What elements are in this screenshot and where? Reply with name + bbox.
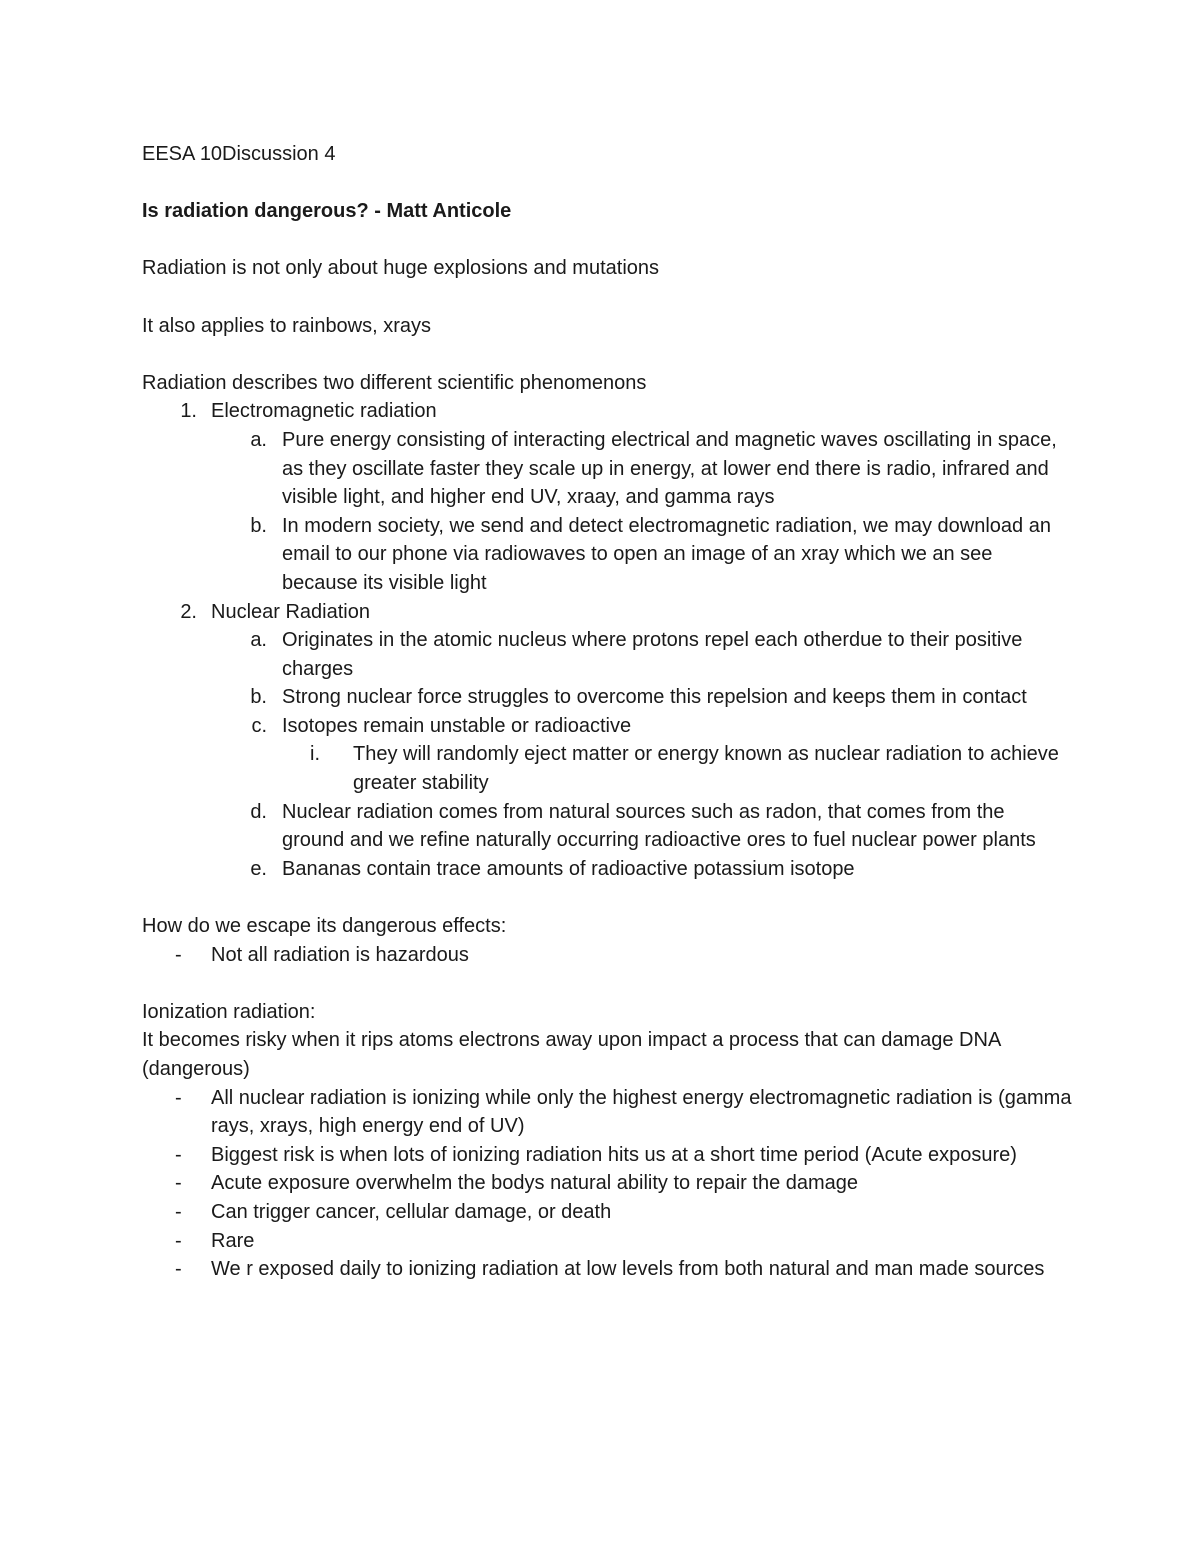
list-item-text: They will randomly eject matter or energy known as nuclear radiation to achieve greater stability bbox=[353, 743, 1059, 795]
list-item bbox=[142, 1255, 1072, 1284]
list-item bbox=[142, 1084, 1072, 1141]
dash-marker: - bbox=[175, 1172, 182, 1195]
list-item-text: Bananas contain trace amounts of radioactive potassium isotope bbox=[282, 857, 855, 880]
list-item bbox=[142, 598, 1072, 627]
list-item-text: Can trigger cancer, cellular damage, or death bbox=[211, 1200, 612, 1223]
list-item bbox=[142, 626, 1072, 683]
list-item-text: Nuclear radiation comes from natural sources such as radon, that comes from the ground and we refine naturally occurring radioactive ores to fuel nuclear power plants bbox=[282, 800, 1036, 852]
list-item-text: Strong nuclear force struggles to overcome this repelsion and keeps them in contact bbox=[282, 686, 1027, 709]
intro-line-2: It also applies to rainbows, xrays bbox=[142, 314, 432, 337]
list-item bbox=[142, 397, 1072, 426]
ionization-paragraph: It becomes risky when it rips atoms electrons away upon impact a process that can damage DNA (dangerous) bbox=[142, 1029, 1001, 1080]
section-heading-escape: How do we escape its dangerous effects: bbox=[142, 915, 507, 938]
list-marker: a. bbox=[250, 629, 267, 652]
list-item-text: All nuclear radiation is ionizing while only the highest energy electromagnetic radiation is (gamma rays, xrays, high energy end of UV) bbox=[211, 1086, 1072, 1138]
list-marker: d. bbox=[250, 800, 267, 823]
list-marker: c. bbox=[251, 714, 267, 737]
dash-marker: - bbox=[175, 1258, 182, 1281]
course-line: EESA 10Discussion 4 bbox=[142, 143, 336, 165]
intro-line-1: Radiation is not only about huge explosions and mutations bbox=[142, 257, 660, 280]
list-item bbox=[142, 512, 1072, 598]
list-item-text: Acute exposure overwhelm the bodys natural ability to repair the damage bbox=[211, 1172, 859, 1195]
list-item bbox=[142, 941, 1072, 970]
dash-marker: - bbox=[175, 1229, 182, 1252]
list-item bbox=[142, 855, 1072, 884]
document-page bbox=[142, 140, 1072, 1284]
list-item-text: Rare bbox=[211, 1229, 255, 1252]
list-marker: 1. bbox=[180, 400, 197, 423]
dash-marker: - bbox=[175, 1143, 182, 1166]
list-item-text: Originates in the atomic nucleus where protons repel each otherdue to their positive charges bbox=[282, 629, 1023, 680]
list-item bbox=[142, 1198, 1072, 1227]
list-item bbox=[142, 798, 1072, 855]
list-item bbox=[142, 1169, 1072, 1198]
list-marker: e. bbox=[250, 857, 267, 880]
section-heading-ionization: Ionization radiation: bbox=[142, 1000, 316, 1023]
list-item-text: Pure energy consisting of interacting electrical and magnetic waves oscillating in space, as they oscillate faster they scale up in energy, at lower end there is radio, infrared and visible light, and higher end UV, xraay, and gamma rays bbox=[282, 428, 1057, 509]
list-item-text: Biggest risk is when lots of ionizing radiation hits us at a short time period (Acute exposure) bbox=[211, 1143, 1017, 1166]
list-item-text: In modern society, we send and detect electromagnetic radiation, we may download an email to our phone via radiowaves to open an image of an xray which we an see because its visible light bbox=[282, 514, 1051, 594]
list-item-text: Nuclear Radiation bbox=[211, 600, 370, 623]
list-item bbox=[142, 1141, 1072, 1170]
list-marker: b. bbox=[250, 686, 267, 709]
list-item-text: Not all radiation is hazardous bbox=[211, 943, 469, 966]
list-item bbox=[142, 740, 1072, 797]
section-heading-phenomena: Radiation describes two different scientific phenomenons bbox=[142, 371, 647, 394]
list-item bbox=[142, 1227, 1072, 1256]
list-marker: b. bbox=[250, 514, 267, 537]
list-item-text: We r exposed daily to ionizing radiation at low levels from both natural and man made sources bbox=[211, 1258, 1045, 1281]
list-item-text: Electromagnetic radiation bbox=[211, 400, 437, 423]
list-marker: a. bbox=[250, 428, 267, 451]
document-title: Is radiation dangerous? - Matt Anticole bbox=[142, 200, 512, 223]
list-item bbox=[142, 683, 1072, 712]
dash-marker: - bbox=[175, 943, 182, 966]
dash-marker: - bbox=[175, 1086, 182, 1109]
list-marker: 2. bbox=[180, 600, 197, 623]
dash-marker: - bbox=[175, 1200, 182, 1223]
list-item-text: Isotopes remain unstable or radioactive bbox=[282, 714, 632, 737]
list-marker: i. bbox=[310, 743, 320, 766]
list-item bbox=[142, 712, 1072, 741]
list-item bbox=[142, 426, 1072, 512]
